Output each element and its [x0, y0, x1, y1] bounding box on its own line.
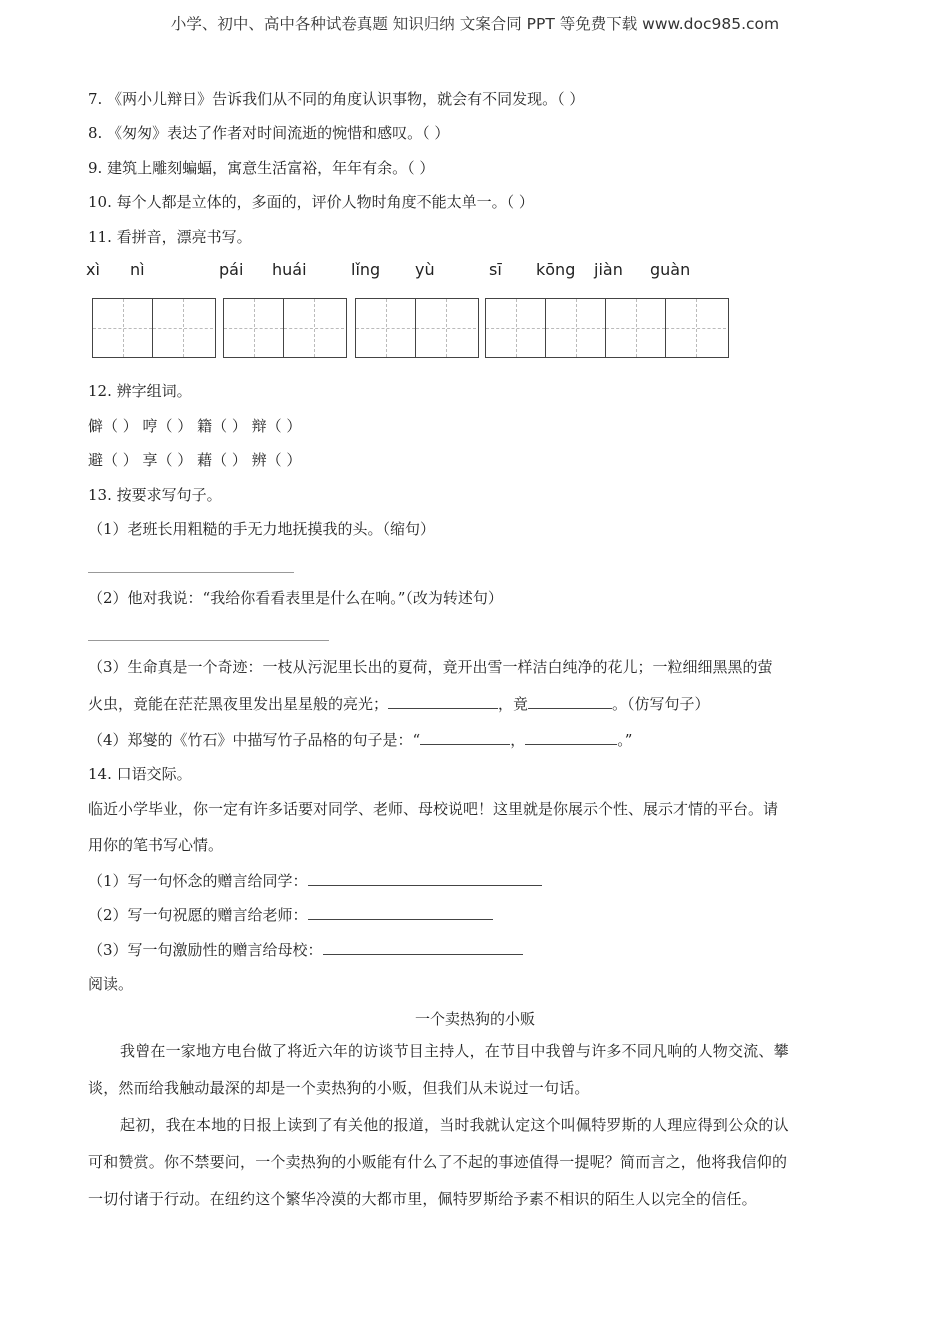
- writing-cell[interactable]: [153, 299, 213, 357]
- answer-blank[interactable]: [308, 905, 493, 920]
- question-13-3-b: [88, 694, 710, 714]
- answer-blank[interactable]: [528, 694, 612, 709]
- question-13-3-a: （3）生命真是一个奇迹：一枝从污泥里长出的夏荷，竟开出雪一样洁白纯净的花儿；一粒细细黑黑的萤: [88, 658, 773, 676]
- text-line: 起初，我在本地的日报上读到了有关他的报道，当时我就认定这个叫佩特罗斯的人理应得到公众的认: [120, 1116, 789, 1134]
- writing-cell[interactable]: [356, 299, 416, 357]
- pinyin: jiàn: [594, 260, 623, 279]
- writing-grid[interactable]: [355, 298, 479, 358]
- question-14-2: [88, 905, 493, 925]
- article-paragraph-2: [88, 1107, 858, 1218]
- text-line: 可和赞赏。你不禁要问，一个卖热狗的小贩能有什么了不起的事迹值得一提呢？简而言之，他将我信仰的: [88, 1153, 788, 1171]
- pinyin: yù: [415, 260, 435, 279]
- question-12-row-1: 僻（ ） 哼（ ） 籍（ ） 辩（ ）: [88, 417, 302, 435]
- question-14-intro-b: 用你的笔书写心情。: [88, 836, 224, 854]
- pinyin: nì: [130, 260, 145, 279]
- writing-grid[interactable]: [92, 298, 216, 358]
- text-segment: （3）写一句激励性的赠言给母校：: [88, 941, 323, 959]
- answer-line[interactable]: [88, 640, 329, 641]
- question-14-1: [88, 871, 542, 891]
- writing-cell[interactable]: [486, 299, 546, 357]
- answer-blank[interactable]: [388, 694, 498, 709]
- text-line: 我曾在一家地方电台做了将近六年的访谈节目主持人，在节目中我曾与许多不同凡响的人物交流、攀: [120, 1042, 789, 1060]
- pinyin: huái: [272, 260, 307, 279]
- question-13-2: （2）他对我说：“我给你看看表里是什么在响。”（改为转述句）: [88, 589, 503, 607]
- question-12-row-2: 避（ ） 享（ ） 藉（ ） 辨（ ）: [88, 451, 302, 469]
- text-line: 谈，然而给我触动最深的却是一个卖热狗的小贩，但我们从未说过一句话。: [88, 1079, 590, 1097]
- question-10: 10. 每个人都是立体的，多面的，评价人物时角度不能太单一。（ ）: [88, 193, 534, 211]
- question-13-4: [88, 730, 632, 750]
- pinyin: sī: [489, 260, 502, 279]
- question-9: 9. 建筑上雕刻蝙蝠，寓意生活富裕，年年有余。（ ）: [88, 159, 435, 177]
- pinyin: pái: [219, 260, 244, 279]
- text-segment: 。”: [617, 731, 633, 749]
- question-8: 8. 《匆匆》表达了作者对时间流逝的惋惜和感叹。（ ）: [88, 124, 450, 142]
- answer-line[interactable]: [88, 572, 294, 573]
- question-14-3: [88, 940, 523, 960]
- writing-cell[interactable]: [224, 299, 284, 357]
- question-7: 7. 《两小儿辩日》告诉我们从不同的角度认识事物，就会有不同发现。（ ）: [88, 90, 585, 108]
- text-segment: 火虫，竟能在茫茫黑夜里发出星星般的亮光；: [88, 695, 389, 713]
- writing-grid[interactable]: [223, 298, 347, 358]
- question-14-intro-a: 临近小学毕业，你一定有许多话要对同学、老师、母校说吧！这里就是你展示个性、展示才情的平台。请: [88, 800, 779, 818]
- pinyin: lǐng: [351, 260, 381, 279]
- article-paragraph-1: [88, 1033, 858, 1107]
- writing-cell[interactable]: [546, 299, 606, 357]
- answer-blank[interactable]: [525, 730, 617, 745]
- text-line: 一切付诸于行动。在纽约这个繁华冷漠的大都市里，佩特罗斯给予素不相识的陌生人以完全的信任。: [88, 1190, 757, 1208]
- text-segment: （1）写一句怀念的赠言给同学：: [88, 872, 308, 890]
- writing-cell[interactable]: [284, 299, 344, 357]
- question-11: 11. 看拼音，漂亮书写。: [88, 228, 252, 246]
- answer-blank[interactable]: [420, 730, 510, 745]
- pinyin: guàn: [650, 260, 691, 279]
- question-13: 13. 按要求写句子。: [88, 486, 222, 504]
- article-title: 一个卖热狗的小贩: [414, 1010, 535, 1028]
- writing-cell[interactable]: [666, 299, 726, 357]
- pinyin: kōng: [536, 260, 576, 279]
- site-banner: 小学、初中、高中各种试卷真题 知识归纳 文案合同 PPT 等免费下载 www.doc985.com: [170, 15, 780, 33]
- text-segment: 。（仿写句子）: [612, 695, 710, 713]
- writing-grid[interactable]: [485, 298, 729, 358]
- text-segment: （4）郑燮的《竹石》中描写竹子品格的句子是：“: [88, 731, 421, 749]
- writing-cell[interactable]: [416, 299, 476, 357]
- text-segment: ，竟: [498, 695, 529, 713]
- answer-blank[interactable]: [308, 871, 542, 886]
- text-segment: （2）写一句祝愿的赠言给老师：: [88, 906, 308, 924]
- writing-cell[interactable]: [93, 299, 153, 357]
- question-12: 12. 辨字组词。: [88, 382, 192, 400]
- reading-label: 阅读。: [88, 975, 134, 993]
- question-14: 14. 口语交际。: [88, 765, 192, 783]
- pinyin: xì: [86, 260, 100, 279]
- answer-blank[interactable]: [323, 940, 523, 955]
- writing-cell[interactable]: [606, 299, 666, 357]
- text-segment: ，: [510, 731, 526, 749]
- question-13-1: （1）老班长用粗糙的手无力地抚摸我的头。（缩句）: [88, 520, 436, 538]
